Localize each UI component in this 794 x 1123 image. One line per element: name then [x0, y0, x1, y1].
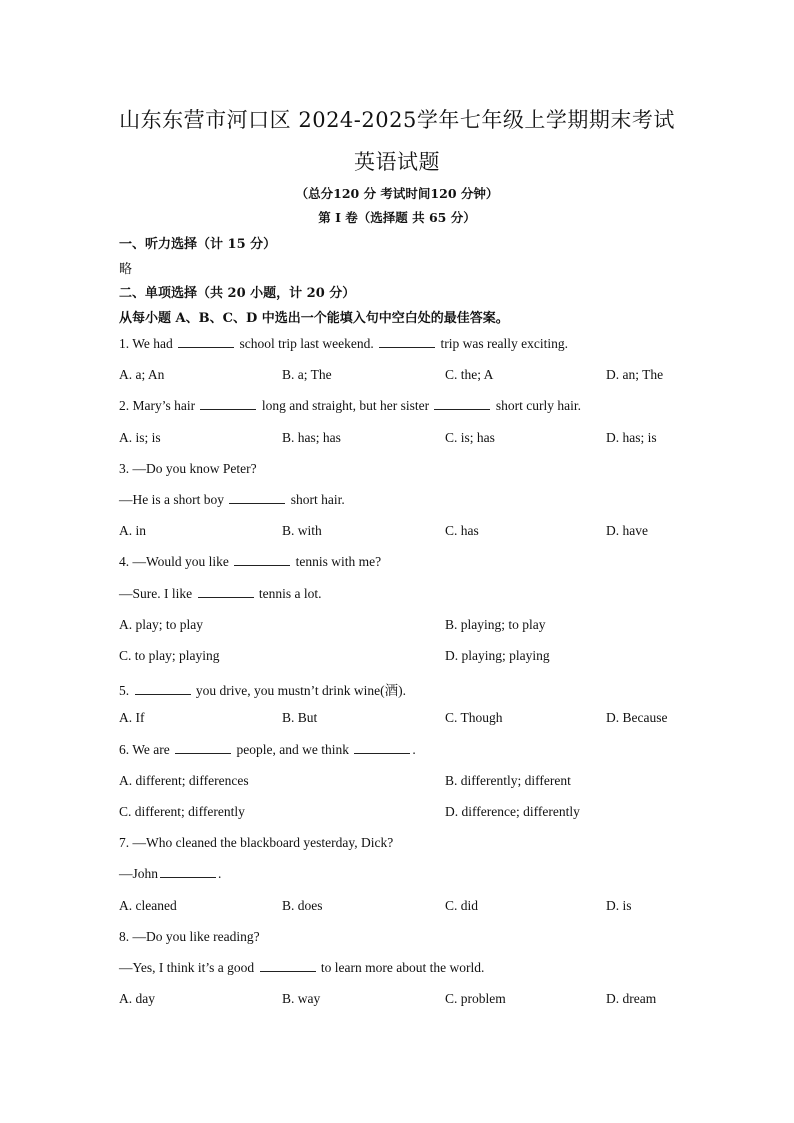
answer-blank [175, 752, 231, 754]
option-c: C. the; A [445, 367, 494, 382]
option-d: D. is [606, 898, 632, 913]
option-c: C. Though [445, 710, 503, 725]
question-text: —Sure. I like [119, 586, 193, 601]
answer-blank [234, 564, 290, 566]
option-d: D. playing; playing [445, 648, 550, 663]
question-text: 5. [119, 683, 130, 698]
question-text: 1. We had [119, 336, 173, 351]
single-choice-instruction: 从每小题 A、B、C、D 中选出一个能填入句中空白处的最佳答案。 [119, 311, 509, 326]
question-text: . [412, 742, 416, 757]
question-3: 3. —Do you know Peter? [119, 461, 257, 476]
question-3-response [119, 492, 345, 508]
option-d: D. have [606, 523, 648, 538]
question-8-response [119, 960, 484, 976]
single-choice-heading: 二、单项选择（共 20 小题，计 20 分） [119, 286, 356, 301]
answer-blank [229, 502, 285, 504]
answer-blank [160, 876, 216, 878]
question-text: you drive, you mustn’t drink wine(酒). [195, 683, 406, 698]
question-text: —John [119, 866, 159, 881]
question-text: 2. Mary’s hair [119, 398, 196, 413]
question-6 [119, 742, 416, 758]
option-c: C. problem [445, 991, 506, 1006]
option-b: B. But [282, 710, 318, 725]
question-7-response [119, 866, 221, 882]
option-c: C. did [445, 898, 479, 913]
question-2 [119, 398, 581, 414]
question-text: . [218, 866, 222, 881]
question-7: 7. —Who cleaned the blackboard yesterday, Dick? [119, 835, 394, 850]
option-b: B. does [282, 898, 323, 913]
option-a: A. in [119, 523, 146, 538]
answer-blank [379, 346, 435, 348]
option-b: B. with [282, 523, 322, 538]
question-text: school trip last weekend. [239, 336, 374, 351]
option-d: D. has; is [606, 430, 657, 445]
volume-heading: 第 I 卷（选择题 共 65 分） [318, 210, 476, 225]
option-b: B. way [282, 991, 321, 1006]
option-c: C. is; has [445, 430, 495, 445]
question-text: short hair. [290, 492, 345, 507]
exam-title: 山东东营市河口区 2024-2025学年七年级上学期期末考试 [119, 108, 675, 132]
exam-info: （总分120 分 考试时间120 分钟） [295, 186, 499, 201]
option-c: C. to play; playing [119, 648, 220, 663]
option-d: D. difference; differently [445, 804, 580, 819]
option-b: B. has; has [282, 430, 341, 445]
option-d: D. Because [606, 710, 668, 725]
answer-blank [354, 752, 410, 754]
option-b: B. differently; different [445, 773, 571, 788]
question-text: short curly hair. [495, 398, 581, 413]
question-text: —Yes, I think it’s a good [119, 960, 255, 975]
option-a: A. play; to play [119, 617, 203, 632]
option-a: A. If [119, 710, 145, 725]
option-a: A. day [119, 991, 155, 1006]
answer-blank [260, 970, 316, 972]
answer-blank [434, 408, 490, 410]
question-4-response [119, 586, 322, 602]
option-a: A. different; differences [119, 773, 249, 788]
question-8: 8. —Do you like reading? [119, 929, 260, 944]
question-text: tennis with me? [295, 554, 382, 569]
option-c: C. has [445, 523, 479, 538]
option-a: A. cleaned [119, 898, 177, 913]
question-text: tennis a lot. [258, 586, 322, 601]
exam-subtitle: 英语试题 [354, 150, 440, 174]
question-text: people, and we think [236, 742, 349, 757]
question-text: long and straight, but her sister [261, 398, 430, 413]
option-b: B. a; The [282, 367, 332, 382]
listening-note: 略 [119, 262, 133, 277]
question-text: —He is a short boy [119, 492, 224, 507]
listening-heading: 一、听力选择（计 15 分） [119, 237, 277, 252]
option-b: B. playing; to play [445, 617, 546, 632]
option-d: D. an; The [606, 367, 664, 382]
option-a: A. a; An [119, 367, 165, 382]
option-c: C. different; differently [119, 804, 245, 819]
question-5 [119, 679, 406, 699]
question-4 [119, 554, 381, 570]
answer-blank [135, 693, 191, 695]
question-text: 6. We are [119, 742, 170, 757]
question-text: trip was really exciting. [440, 336, 568, 351]
answer-blank [200, 408, 256, 410]
question-text: 4. —Would you like [119, 554, 229, 569]
option-a: A. is; is [119, 430, 161, 445]
answer-blank [198, 596, 254, 598]
option-d: D. dream [606, 991, 657, 1006]
answer-blank [178, 346, 234, 348]
question-1 [119, 336, 568, 352]
question-text: to learn more about the world. [320, 960, 485, 975]
